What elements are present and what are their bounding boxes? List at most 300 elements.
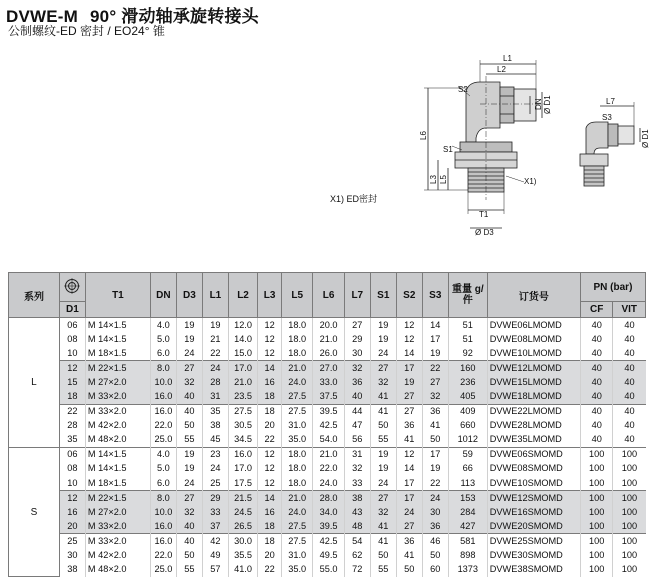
cell-d1: 15 <box>59 375 85 389</box>
col-l1: L1 <box>202 273 228 318</box>
spec-table-body <box>9 318 646 577</box>
cell-l7: 43 <box>344 505 370 519</box>
cell-t1: M 22×1.5 <box>85 361 150 376</box>
cell-l2: 27.5 <box>228 404 257 419</box>
cell-s2: 12 <box>396 332 422 346</box>
cell-l6: 37.5 <box>313 389 344 404</box>
cell-t1: M 18×1.5 <box>85 346 150 361</box>
cell-l5: 24.0 <box>281 505 312 519</box>
cell-cf: 40 <box>580 433 613 448</box>
cell-s3: 22 <box>422 476 448 491</box>
cell-weight: 153 <box>448 491 487 506</box>
cell-t1: M 14×1.5 <box>85 462 150 476</box>
cell-t1: M 18×1.5 <box>85 476 150 491</box>
cell-vit: 40 <box>613 318 646 333</box>
col-d3: D3 <box>176 273 202 318</box>
cell-l6: 28.0 <box>313 491 344 506</box>
col-l5: L5 <box>281 273 312 318</box>
cell-d1: 30 <box>59 549 85 563</box>
cell-l7: 48 <box>344 519 370 534</box>
table-row <box>9 563 646 577</box>
table-row <box>9 491 646 506</box>
cell-d1: 25 <box>59 534 85 549</box>
cell-l3: 14 <box>258 361 282 376</box>
cell-vit: 40 <box>613 389 646 404</box>
cell-s2: 27 <box>396 389 422 404</box>
cell-weight: 1373 <box>448 563 487 577</box>
cell-s3: 19 <box>422 346 448 361</box>
cell-l5: 21.0 <box>281 361 312 376</box>
cell-t1: M 27×2.0 <box>85 505 150 519</box>
cell-weight: 581 <box>448 534 487 549</box>
cell-l3: 16 <box>258 375 282 389</box>
cell-l1: 38 <box>202 419 228 433</box>
cell-l3: 20 <box>258 419 282 433</box>
cell-l3: 12 <box>258 476 282 491</box>
cell-weight: 51 <box>448 318 487 333</box>
cell-l7: 56 <box>344 433 370 448</box>
cell-s3: 50 <box>422 433 448 448</box>
cell-order-no: DVWE38SMOMD <box>487 563 580 577</box>
cell-l3: 18 <box>258 404 282 419</box>
product-code: DVWE-M <box>6 7 79 26</box>
page-subtitle: 公制螺纹-ED 密封 / EO24° 锥 <box>8 24 165 38</box>
cell-s2: 41 <box>396 433 422 448</box>
footnote: X1) ED密封 <box>330 194 378 204</box>
cell-s3: 50 <box>422 549 448 563</box>
cell-t1: M 42×2.0 <box>85 549 150 563</box>
cell-s3: 41 <box>422 419 448 433</box>
cell-dn: 22.0 <box>150 549 176 563</box>
cell-l5: 18.0 <box>281 462 312 476</box>
cell-l7: 36 <box>344 375 370 389</box>
col-s1: S1 <box>370 273 396 318</box>
cell-d3: 50 <box>176 419 202 433</box>
cell-l7: 30 <box>344 346 370 361</box>
cell-d3: 40 <box>176 389 202 404</box>
cell-s2: 12 <box>396 318 422 333</box>
cell-d1: 08 <box>59 332 85 346</box>
cell-l1: 57 <box>202 563 228 577</box>
cell-vit: 100 <box>613 534 646 549</box>
cell-s3: 32 <box>422 389 448 404</box>
cell-d3: 19 <box>176 318 202 333</box>
cell-l1: 37 <box>202 519 228 534</box>
cell-order-no: DVWE12SMOMD <box>487 491 580 506</box>
cell-cf: 100 <box>580 491 613 506</box>
cell-dn: 16.0 <box>150 404 176 419</box>
cell-vit: 40 <box>613 404 646 419</box>
cell-l5: 21.0 <box>281 491 312 506</box>
cell-dn: 10.0 <box>150 505 176 519</box>
cell-d1: 08 <box>59 462 85 476</box>
cell-l3: 22 <box>258 563 282 577</box>
cell-cf: 40 <box>580 404 613 419</box>
cell-vit: 100 <box>613 519 646 534</box>
cell-l2: 35.5 <box>228 549 257 563</box>
cell-cf: 100 <box>580 476 613 491</box>
cell-l5: 35.0 <box>281 563 312 577</box>
cell-l3: 12 <box>258 318 282 333</box>
dim-l2: L2 <box>497 65 506 74</box>
cell-d3: 40 <box>176 404 202 419</box>
cell-weight: 898 <box>448 549 487 563</box>
cell-vit: 100 <box>613 447 646 462</box>
cell-t1: M 48×2.0 <box>85 433 150 448</box>
cell-vit: 100 <box>613 563 646 577</box>
cell-weight: 160 <box>448 361 487 376</box>
cell-dn: 22.0 <box>150 419 176 433</box>
cell-s2: 14 <box>396 462 422 476</box>
cell-s1: 55 <box>370 433 396 448</box>
cell-order-no: DVWE18LMOMD <box>487 389 580 404</box>
cell-l7: 32 <box>344 462 370 476</box>
table-row <box>9 318 646 333</box>
cell-s3: 46 <box>422 534 448 549</box>
cell-l5: 24.0 <box>281 375 312 389</box>
cell-weight: 427 <box>448 519 487 534</box>
cell-l6: 55.0 <box>313 563 344 577</box>
cell-t1: M 42×2.0 <box>85 419 150 433</box>
cell-l1: 49 <box>202 549 228 563</box>
cell-l1: 23 <box>202 447 228 462</box>
cell-s2: 24 <box>396 505 422 519</box>
cell-l1: 28 <box>202 375 228 389</box>
cell-vit: 40 <box>613 361 646 376</box>
cell-cf: 100 <box>580 563 613 577</box>
cell-d1: 28 <box>59 419 85 433</box>
cell-t1: M 33×2.0 <box>85 519 150 534</box>
cell-cf: 40 <box>580 332 613 346</box>
cell-d3: 24 <box>176 476 202 491</box>
cell-l6: 20.0 <box>313 318 344 333</box>
table-row <box>9 361 646 376</box>
cell-t1: M 48×2.0 <box>85 563 150 577</box>
cell-l2: 17.0 <box>228 361 257 376</box>
cell-t1: M 14×1.5 <box>85 332 150 346</box>
cell-l2: 21.0 <box>228 375 257 389</box>
table-row <box>9 433 646 448</box>
cell-l2: 41.0 <box>228 563 257 577</box>
cell-l3: 14 <box>258 491 282 506</box>
cell-d3: 32 <box>176 375 202 389</box>
cell-d1: 18 <box>59 389 85 404</box>
cell-dn: 6.0 <box>150 346 176 361</box>
cell-s1: 32 <box>370 375 396 389</box>
cell-l6: 33.0 <box>313 375 344 389</box>
cell-s3: 36 <box>422 519 448 534</box>
cell-weight: 1012 <box>448 433 487 448</box>
cell-vit: 40 <box>613 419 646 433</box>
cell-vit: 40 <box>613 433 646 448</box>
cell-l5: 18.0 <box>281 346 312 361</box>
cell-weight: 92 <box>448 346 487 361</box>
col-l2: L2 <box>228 273 257 318</box>
cell-vit: 100 <box>613 462 646 476</box>
col-l6: L6 <box>313 273 344 318</box>
cell-d3: 40 <box>176 534 202 549</box>
cell-l3: 20 <box>258 549 282 563</box>
cell-l7: 29 <box>344 332 370 346</box>
cell-l6: 27.0 <box>313 361 344 376</box>
cell-weight: 236 <box>448 375 487 389</box>
cell-vit: 40 <box>613 332 646 346</box>
dim-d1: Ø D1 <box>543 95 552 114</box>
cell-order-no: DVWE10LMOMD <box>487 346 580 361</box>
cell-t1: M 33×2.0 <box>85 534 150 549</box>
cell-d1: 16 <box>59 505 85 519</box>
table-row <box>9 346 646 361</box>
cell-s1: 24 <box>370 476 396 491</box>
cell-vit: 100 <box>613 505 646 519</box>
cell-l3: 18 <box>258 519 282 534</box>
main-fitting-drawing <box>424 60 545 228</box>
cell-l3: 12 <box>258 332 282 346</box>
cell-dn: 25.0 <box>150 433 176 448</box>
cell-l2: 34.5 <box>228 433 257 448</box>
dim-l1: L1 <box>503 54 512 63</box>
col-l7: L7 <box>344 273 370 318</box>
cell-l6: 26.0 <box>313 346 344 361</box>
cell-l3: 16 <box>258 505 282 519</box>
cell-s2: 17 <box>396 491 422 506</box>
cell-s1: 19 <box>370 332 396 346</box>
col-dn: DN <box>150 273 176 318</box>
cell-d3: 55 <box>176 433 202 448</box>
cell-l3: 12 <box>258 346 282 361</box>
cell-vit: 100 <box>613 476 646 491</box>
cell-l5: 27.5 <box>281 519 312 534</box>
cell-l6: 54.0 <box>313 433 344 448</box>
dim-s2: S2 <box>458 85 468 94</box>
cell-l1: 35 <box>202 404 228 419</box>
cell-l1: 19 <box>202 318 228 333</box>
cell-cf: 100 <box>580 534 613 549</box>
col-vit: VIT <box>613 302 646 318</box>
cell-cf: 40 <box>580 346 613 361</box>
cell-cf: 40 <box>580 361 613 376</box>
dim-l3: L3 <box>429 175 438 184</box>
cell-order-no: DVWE08SMOMD <box>487 462 580 476</box>
dim-t1: T1 <box>479 210 489 219</box>
cell-weight: 59 <box>448 447 487 462</box>
cell-l2: 24.5 <box>228 505 257 519</box>
cell-l6: 21.0 <box>313 332 344 346</box>
cell-cf: 100 <box>580 505 613 519</box>
cell-l5: 18.0 <box>281 332 312 346</box>
col-cf: CF <box>580 302 613 318</box>
cell-t1: M 33×2.0 <box>85 389 150 404</box>
cell-s2: 50 <box>396 563 422 577</box>
cell-l2: 17.0 <box>228 462 257 476</box>
cell-s2: 19 <box>396 375 422 389</box>
cell-d3: 55 <box>176 563 202 577</box>
cell-l7: 32 <box>344 361 370 376</box>
cell-order-no: DVWE22LMOMD <box>487 404 580 419</box>
cell-l2: 21.5 <box>228 491 257 506</box>
cell-d3: 19 <box>176 332 202 346</box>
cell-l5: 18.0 <box>281 447 312 462</box>
dim-l7: L7 <box>606 97 615 106</box>
cell-l7: 44 <box>344 404 370 419</box>
dim-x1: X1) <box>524 177 537 186</box>
cell-l5: 31.0 <box>281 419 312 433</box>
spec-table <box>8 272 646 577</box>
table-row <box>9 447 646 462</box>
cell-d1: 12 <box>59 491 85 506</box>
dim-l6: L6 <box>419 131 428 140</box>
cell-l6: 21.0 <box>313 447 344 462</box>
cell-d1: 10 <box>59 346 85 361</box>
thread-symbol-icon <box>64 278 80 294</box>
cell-d1: 20 <box>59 519 85 534</box>
cell-d1: 35 <box>59 433 85 448</box>
cell-s1: 19 <box>370 462 396 476</box>
cell-t1: M 27×2.0 <box>85 375 150 389</box>
cell-l5: 18.0 <box>281 318 312 333</box>
dim-s1: S1 <box>443 145 453 154</box>
cell-dn: 4.0 <box>150 318 176 333</box>
cell-dn: 16.0 <box>150 534 176 549</box>
cell-l6: 24.0 <box>313 476 344 491</box>
cell-order-no: DVWE08LMOMD <box>487 332 580 346</box>
technical-drawing <box>0 0 653 270</box>
cell-cf: 100 <box>580 549 613 563</box>
cell-weight: 284 <box>448 505 487 519</box>
table-row <box>9 375 646 389</box>
table-row <box>9 389 646 404</box>
cell-s1: 55 <box>370 563 396 577</box>
cell-dn: 6.0 <box>150 476 176 491</box>
cell-l7: 38 <box>344 491 370 506</box>
cell-order-no: DVWE16SMOMD <box>487 505 580 519</box>
cell-l7: 31 <box>344 447 370 462</box>
cell-l2: 30.0 <box>228 534 257 549</box>
cell-cf: 40 <box>580 419 613 433</box>
cell-d1: 12 <box>59 361 85 376</box>
cell-s3: 17 <box>422 447 448 462</box>
cell-s1: 19 <box>370 447 396 462</box>
cell-d3: 27 <box>176 491 202 506</box>
cell-d1: 06 <box>59 318 85 333</box>
cell-cf: 40 <box>580 318 613 333</box>
cell-l1: 25 <box>202 476 228 491</box>
cell-s3: 22 <box>422 361 448 376</box>
cell-l6: 49.5 <box>313 549 344 563</box>
cell-s1: 50 <box>370 549 396 563</box>
cell-order-no: DVWE06SMOMD <box>487 447 580 462</box>
cell-l2: 30.5 <box>228 419 257 433</box>
cell-s1: 41 <box>370 404 396 419</box>
cell-l1: 24 <box>202 361 228 376</box>
cell-l7: 33 <box>344 476 370 491</box>
cell-l5: 27.5 <box>281 389 312 404</box>
cell-d1: 22 <box>59 404 85 419</box>
cell-t1: M 14×1.5 <box>85 318 150 333</box>
cell-d3: 50 <box>176 549 202 563</box>
cell-l1: 31 <box>202 389 228 404</box>
cell-l2: 12.0 <box>228 318 257 333</box>
cell-dn: 8.0 <box>150 491 176 506</box>
cell-dn: 16.0 <box>150 389 176 404</box>
col-s3: S3 <box>422 273 448 318</box>
product-title: 90° 滑动轴承旋转接头 <box>90 7 259 26</box>
cell-l5: 27.5 <box>281 534 312 549</box>
cell-s2: 12 <box>396 447 422 462</box>
col-order-no: 订货号 <box>487 273 580 318</box>
cell-s2: 14 <box>396 346 422 361</box>
dim-s3: S3 <box>602 113 612 122</box>
cell-s3: 27 <box>422 375 448 389</box>
table-row <box>9 332 646 346</box>
table-row <box>9 404 646 419</box>
cell-l5: 35.0 <box>281 433 312 448</box>
cell-s1: 41 <box>370 389 396 404</box>
cell-s1: 27 <box>370 491 396 506</box>
cell-l7: 62 <box>344 549 370 563</box>
cell-s2: 27 <box>396 404 422 419</box>
cell-dn: 4.0 <box>150 447 176 462</box>
table-row <box>9 505 646 519</box>
cell-t1: M 14×1.5 <box>85 447 150 462</box>
table-row <box>9 549 646 563</box>
col-d1-icon <box>59 273 85 302</box>
cell-d1: 06 <box>59 447 85 462</box>
cell-weight: 660 <box>448 419 487 433</box>
cell-order-no: DVWE10SMOMD <box>487 476 580 491</box>
cell-d3: 27 <box>176 361 202 376</box>
cell-vit: 100 <box>613 549 646 563</box>
cell-d3: 24 <box>176 346 202 361</box>
dim-d1-small: Ø D1 <box>641 129 650 148</box>
cell-dn: 8.0 <box>150 361 176 376</box>
cell-l6: 22.0 <box>313 462 344 476</box>
cell-order-no: DVWE12LMOMD <box>487 361 580 376</box>
cell-order-no: DVWE30SMOMD <box>487 549 580 563</box>
cell-s3: 19 <box>422 462 448 476</box>
table-row <box>9 476 646 491</box>
cell-l1: 22 <box>202 346 228 361</box>
cell-s2: 17 <box>396 476 422 491</box>
dim-l5: L5 <box>439 175 448 184</box>
cell-vit: 100 <box>613 491 646 506</box>
cell-s2: 36 <box>396 534 422 549</box>
cell-l2: 16.0 <box>228 447 257 462</box>
cell-weight: 51 <box>448 332 487 346</box>
cell-l3: 12 <box>258 462 282 476</box>
cell-s3: 24 <box>422 491 448 506</box>
cell-l3: 18 <box>258 534 282 549</box>
col-d1: D1 <box>59 302 85 318</box>
cell-s1: 50 <box>370 419 396 433</box>
cell-l2: 15.0 <box>228 346 257 361</box>
cell-l7: 47 <box>344 419 370 433</box>
col-l3: L3 <box>258 273 282 318</box>
cell-order-no: DVWE20SMOMD <box>487 519 580 534</box>
cell-s3: 60 <box>422 563 448 577</box>
cell-l3: 22 <box>258 433 282 448</box>
cell-d1: 10 <box>59 476 85 491</box>
series-label: S <box>9 447 60 576</box>
cell-order-no: DVWE28LMOMD <box>487 419 580 433</box>
cell-l2: 23.5 <box>228 389 257 404</box>
cell-dn: 5.0 <box>150 332 176 346</box>
cell-l6: 42.5 <box>313 419 344 433</box>
dim-d3: Ø D3 <box>475 228 494 237</box>
cell-l6: 39.5 <box>313 404 344 419</box>
cell-vit: 40 <box>613 346 646 361</box>
table-row <box>9 419 646 433</box>
